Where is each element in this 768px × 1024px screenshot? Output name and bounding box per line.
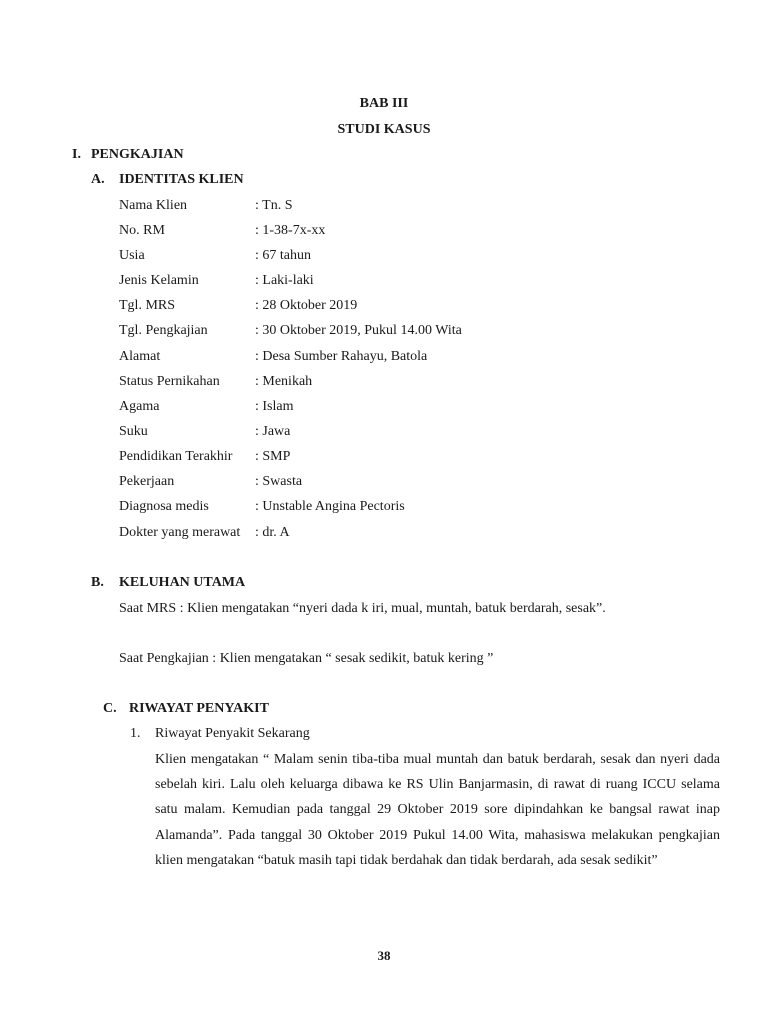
identity-label: Tgl. Pengkajian (119, 323, 208, 338)
identity-label: Tgl. MRS (119, 298, 176, 313)
identity-value: : 30 Oktober 2019, Pukul 14.00 Wita (255, 323, 462, 338)
section-i-title: PENGKAJIAN (91, 147, 184, 162)
section-a-title: IDENTITAS KLIEN (119, 172, 244, 187)
identity-value: : Jawa (255, 424, 291, 439)
identity-value: : Laki-laki (255, 273, 314, 288)
identity-label: Suku (119, 424, 148, 439)
section-c-title: RIWAYAT PENYAKIT (129, 701, 269, 716)
identity-value: : Islam (255, 399, 294, 414)
identity-label: Pekerjaan (119, 474, 175, 489)
identity-value: : Tn. S (255, 198, 293, 213)
chapter-title: STUDI KASUS (337, 122, 431, 137)
identity-value: : dr. A (255, 525, 290, 540)
identity-value: : 1-38-7x-xx (255, 223, 326, 238)
history-paragraph: Klien mengatakan “ Malam senin tiba-tiba mual muntah dan batuk berdarah, sesak dan nyeri dada sebelah kiri. Lalu oleh keluarga dibawa ke RS Ulin Banjarmasin, di rawat di ruang ICCU selama satu malam. Kemudian pada tanggal 29 Oktober 2019 sore dipindahkan ke bangsal rawat inap Alamanda”. Pada tanggal 30 Oktober 2019 Pukul 14.00 Wita, mahasiswa melakukan pengkajian klien mengatakan “batuk masih tapi tidak berdahak dan tidak berdarah, ada sesak sedikit” (155, 752, 720, 868)
identity-label: Jenis Kelamin (119, 273, 199, 288)
identity-label: Alamat (119, 349, 161, 364)
identity-label: Status Pernikahan (119, 374, 220, 389)
section-a-letter: A. (91, 172, 105, 187)
identity-value: : Unstable Angina Pectoris (255, 499, 405, 514)
section-b-letter: B. (91, 575, 104, 590)
identity-label: No. RM (119, 223, 165, 238)
section-c-letter: C. (103, 701, 117, 716)
identity-label: Nama Klien (119, 198, 188, 213)
identity-value: : Menikah (255, 374, 313, 389)
list-item-number: 1. (130, 726, 141, 741)
identity-value: : 67 tahun (255, 248, 311, 263)
identity-value: : 28 Oktober 2019 (255, 298, 358, 313)
identity-label: Diagnosa medis (119, 499, 209, 514)
identity-value: : Swasta (255, 474, 303, 489)
identity-value: : SMP (255, 449, 291, 464)
list-item-title: Riwayat Penyakit Sekarang (155, 726, 310, 741)
page-number: 38 (377, 948, 391, 963)
section-i-number: I. (72, 147, 81, 162)
identity-value: : Desa Sumber Rahayu, Batola (255, 349, 428, 364)
complaint-at-admission: Saat MRS : Klien mengatakan “nyeri dada k iri, mual, muntah, batuk berdarah, sesak”. (119, 601, 606, 616)
identity-label: Dokter yang merawat (119, 525, 241, 540)
section-b-title: KELUHAN UTAMA (119, 575, 246, 590)
chapter-heading: BAB III (359, 96, 409, 111)
identity-label: Usia (119, 248, 145, 263)
identity-label: Agama (119, 399, 160, 414)
identity-label: Pendidikan Terakhir (119, 449, 233, 464)
complaint-at-assessment: Saat Pengkajian : Klien mengatakan “ sesak sedikit, batuk kering ” (119, 651, 494, 666)
